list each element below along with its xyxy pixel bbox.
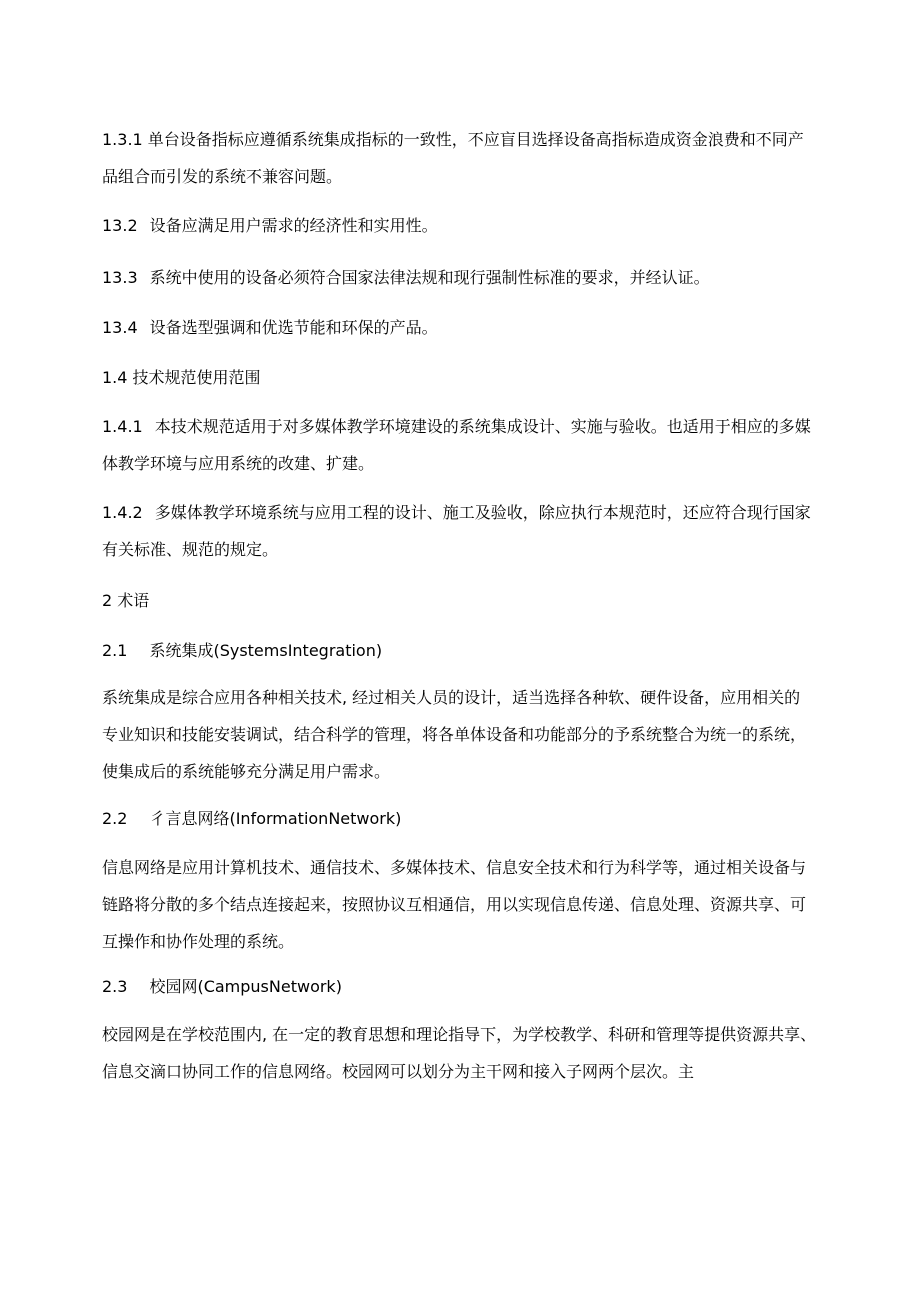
section-heading-2: 2 术语 [102,591,150,610]
text-line: 专业知识和技能安装调试，结合科学的管理，将各单体设备和功能部分的予系统整合为统一的系统， [102,725,807,744]
paragraph-13-4 [102,309,830,346]
paragraph-1-3-1 [102,121,830,195]
term-title: 校园网(CampusNetwork) [149,977,342,996]
paragraph-13-3 [102,259,830,296]
term-heading-2-2 [102,800,830,837]
paragraph-text: 系统中使用的设备必须符合国家法律法规和现行强制性标准的要求，并经认证。 [149,268,710,287]
text-line: 互操作和协作处理的系统。 [102,932,295,951]
text-line: 信息交滴口协同工作的信息网络。校园网可以划分为主干网和接入子网两个层次。主 [102,1062,695,1081]
definition-2-2 [102,849,830,960]
text-line: 信息网络是应用计算机技术、通信技术、多媒体技术、信息安全技术和行为科学等，通过相关设备与 [102,858,807,877]
paragraph-13-2 [102,207,830,244]
text-line: 品组合而引发的系统不兼容问题。 [102,167,343,186]
definition-2-3 [102,1016,830,1090]
text-line [102,494,830,531]
paragraph-1-4-1 [102,408,830,482]
term-heading-2-1 [102,632,830,669]
text-line: 使集成后的系统能够充分满足用户需求。 [102,762,391,781]
definition-2-1 [102,679,830,790]
section-heading-1-4: 1.4 技术规范使用范围 [102,368,261,387]
text-line: 系统集成是综合应用各种相关技术, 经过相关人员的设计，适当选择各种软、硬件设备，应用相关的 [102,688,801,707]
section-number: 1.4.2 [102,503,143,522]
section-number: 2.2 [102,809,128,828]
text-line: 链路将分散的多个结点连接起来，按照协议互相通信，用以实现信息传递、信息处理、资源共享、可 [102,895,807,914]
text-line [102,408,830,445]
text-line: 体教学环境与应用系统的改建、扩建。 [102,454,375,473]
paragraph-text: 多媒体教学环境系统与应用工程的设计、施工及验收，除应执行本规范时，还应符合现行国家 [154,503,811,522]
section-number: 2.3 [102,977,128,996]
text-line: 有关标准、规范的规定。 [102,540,279,559]
term-heading-2-3 [102,968,830,1005]
paragraph-text: 本技术规范适用于对多媒体教学环境建设的系统集成设计、实施与验收。也适用于相应的多媒 [154,417,811,436]
term-title: 彳言息网络(InformationNetwork) [149,809,402,828]
text-line: 校园网是在学校范围内, 在一定的教育思想和理论指导下，为学校教学、科研和管理等提供资源共享、 [102,1025,817,1044]
paragraph-1-4-2 [102,494,830,568]
section-number: 1.4.1 [102,417,143,436]
section-number: 13.2 [102,216,138,235]
paragraph-text: 设备选型强调和优选节能和环保的产品。 [149,318,438,337]
section-number: 13.3 [102,268,138,287]
section-number: 13.4 [102,318,138,337]
paragraph-text: 设备应满足用户需求的经济性和实用性。 [149,216,438,235]
text-line: 1.3.1 单台设备指标应遵循系统集成指标的一致性，不应盲目选择设备高指标造成资金浪费和不同产 [102,130,804,149]
section-number: 2.1 [102,641,128,660]
term-title: 系统集成(SystemsIntegration) [149,641,383,660]
